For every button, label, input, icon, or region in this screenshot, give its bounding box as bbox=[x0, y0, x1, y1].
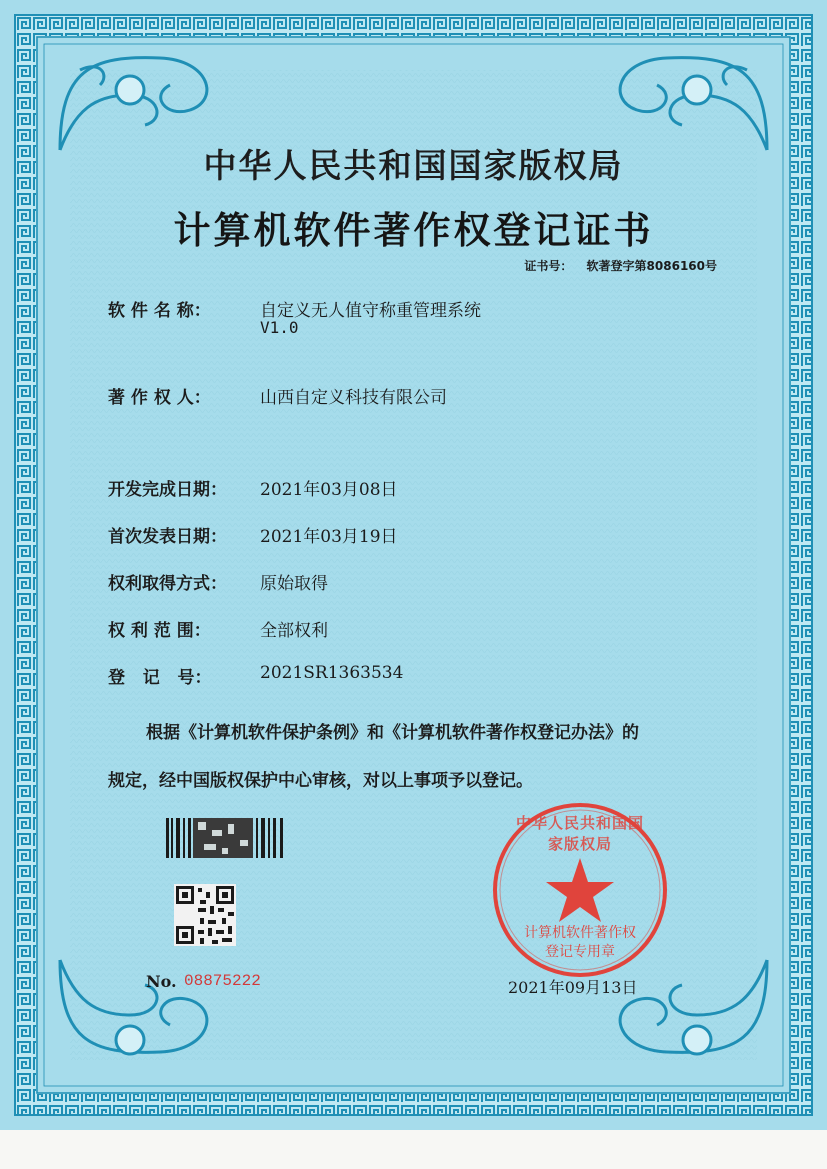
copyright-owner-label: 著 作 权 人： bbox=[108, 388, 211, 408]
publication-date-value: 2021年03月19日 bbox=[260, 527, 398, 547]
issuing-authority: 中华人民共和国国家版权局 bbox=[203, 146, 624, 185]
statement-line-2: 规定，经中国版权保护中心审核，对以上事项予以登记。 bbox=[108, 771, 533, 791]
software-version-value: V1.0 bbox=[260, 318, 299, 337]
publication-date-label: 首次发表日期： bbox=[108, 527, 227, 547]
certificate-number-label: 证书号： bbox=[524, 259, 573, 273]
acquisition-method-label: 权利取得方式： bbox=[108, 574, 227, 594]
rights-scope-value: 全部权利 bbox=[260, 621, 328, 641]
seal-inner-text-2: 登记专用章 bbox=[545, 944, 615, 960]
seal-inner-text-1: 计算机软件著作权 bbox=[524, 925, 636, 941]
scan-margin bbox=[0, 1130, 827, 1169]
statement-line-1: 根据《计算机软件保护条例》和《计算机软件著作权登记办法》的 bbox=[146, 723, 639, 743]
completion-date-label: 开发完成日期： bbox=[108, 480, 227, 500]
rights-scope-label: 权 利 范 围： bbox=[108, 621, 211, 641]
registration-number-label: 登 记 号： bbox=[108, 668, 212, 688]
serial-number-label: No. bbox=[146, 972, 177, 991]
software-name-label: 软 件 名 称： bbox=[108, 301, 211, 321]
issue-date: 2021年09月13日 bbox=[508, 978, 638, 997]
certificate-number bbox=[524, 257, 717, 274]
software-name-value: 自定义无人值守称重管理系统 bbox=[260, 301, 481, 321]
qr-code bbox=[174, 884, 236, 946]
certificate-title: 计算机软件著作权登记证书 bbox=[173, 209, 654, 252]
copyright-owner-value: 山西自定义科技有限公司 bbox=[260, 388, 447, 408]
seal-outer-text: 中华人民共和国国家版权局 bbox=[515, 814, 644, 853]
acquisition-method-value: 原始取得 bbox=[260, 574, 328, 594]
completion-date-value: 2021年03月08日 bbox=[260, 480, 398, 500]
serial-number-value: 08875222 bbox=[184, 972, 261, 990]
certificate-number-value: 软著登字第8086160号 bbox=[586, 259, 717, 273]
registration-number-value: 2021SR1363534 bbox=[260, 663, 404, 683]
